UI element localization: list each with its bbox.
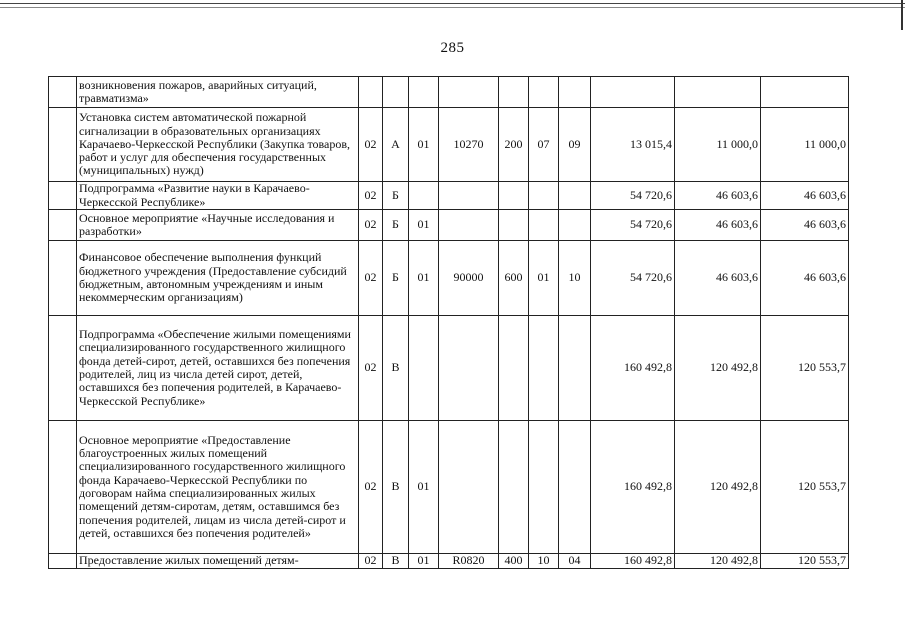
amount-year-1-cell: 160 492,8 bbox=[591, 554, 675, 569]
subsection-code-cell bbox=[559, 210, 591, 241]
event-code-cell bbox=[409, 316, 439, 421]
row-name-cell: Финансовое обеспечение выполнения функций бюджетного учреждения (Предоставление субсидий бюджетным, автономным учреждениям и иным некоммерческим организациям) bbox=[77, 241, 359, 316]
subprogram-code-cell: В bbox=[383, 554, 409, 569]
amount-year-2-cell: 46 603,6 bbox=[675, 241, 761, 316]
program-code-cell: 02 bbox=[359, 241, 383, 316]
subsection-code-cell bbox=[559, 77, 591, 108]
program-code-cell: 02 bbox=[359, 182, 383, 210]
amount-year-2-cell: 46 603,6 bbox=[675, 182, 761, 210]
amount-year-1-cell: 54 720,6 bbox=[591, 182, 675, 210]
amount-year-1-cell: 160 492,8 bbox=[591, 421, 675, 554]
direction-code-cell: 90000 bbox=[439, 241, 499, 316]
event-code-cell: 01 bbox=[409, 241, 439, 316]
section-code-cell bbox=[529, 316, 559, 421]
section-code-cell bbox=[529, 77, 559, 108]
row-name-cell: возникновения пожаров, аварийных ситуаций, травматизма» bbox=[77, 77, 359, 108]
amount-year-2-cell: 11 000,0 bbox=[675, 108, 761, 182]
amount-year-3-cell: 11 000,0 bbox=[761, 108, 849, 182]
subprogram-code-cell: Б bbox=[383, 210, 409, 241]
section-code-cell bbox=[529, 182, 559, 210]
table-row bbox=[49, 554, 849, 569]
amount-year-3-cell bbox=[761, 77, 849, 108]
table-row bbox=[49, 77, 849, 108]
row-number-cell bbox=[49, 77, 77, 108]
amount-year-2-cell: 120 492,8 bbox=[675, 554, 761, 569]
program-code-cell bbox=[359, 77, 383, 108]
subprogram-code-cell: В bbox=[383, 421, 409, 554]
expense-type-cell: 400 bbox=[499, 554, 529, 569]
amount-year-1-cell: 160 492,8 bbox=[591, 316, 675, 421]
amount-year-1-cell: 54 720,6 bbox=[591, 210, 675, 241]
direction-code-cell bbox=[439, 182, 499, 210]
expense-type-cell: 200 bbox=[499, 108, 529, 182]
amount-year-3-cell: 46 603,6 bbox=[761, 241, 849, 316]
event-code-cell: 01 bbox=[409, 554, 439, 569]
expense-type-cell bbox=[499, 77, 529, 108]
row-name-cell: Предоставление жилых помещений детям- bbox=[77, 554, 359, 569]
row-name-cell: Основное мероприятие «Предоставление благоустроенных жилых помещений специализированного государственного жилищного фонда Карачаево-Черкесской Республики по договорам найма специализированных жилых помещений детям-сиротам, детям, оставшимся без попечения родителей, лицам из числа детей-сирот и детей, оставшихся без попечения родителей» bbox=[77, 421, 359, 554]
amount-year-3-cell: 120 553,7 bbox=[761, 421, 849, 554]
program-code-cell: 02 bbox=[359, 554, 383, 569]
subsection-code-cell: 10 bbox=[559, 241, 591, 316]
right-edge-mark bbox=[901, 0, 903, 30]
amount-year-3-cell: 46 603,6 bbox=[761, 182, 849, 210]
expense-type-cell: 600 bbox=[499, 241, 529, 316]
table-row bbox=[49, 108, 849, 182]
direction-code-cell bbox=[439, 210, 499, 241]
subprogram-code-cell: В bbox=[383, 316, 409, 421]
top-border-line bbox=[0, 3, 905, 8]
table-row bbox=[49, 241, 849, 316]
amount-year-3-cell: 46 603,6 bbox=[761, 210, 849, 241]
row-number-cell bbox=[49, 241, 77, 316]
expense-type-cell bbox=[499, 210, 529, 241]
row-number-cell bbox=[49, 421, 77, 554]
amount-year-2-cell: 120 492,8 bbox=[675, 421, 761, 554]
table-row bbox=[49, 316, 849, 421]
subprogram-code-cell: Б bbox=[383, 182, 409, 210]
event-code-cell bbox=[409, 77, 439, 108]
amount-year-3-cell: 120 553,7 bbox=[761, 554, 849, 569]
row-number-cell bbox=[49, 108, 77, 182]
amount-year-2-cell: 120 492,8 bbox=[675, 316, 761, 421]
amount-year-1-cell bbox=[591, 77, 675, 108]
event-code-cell: 01 bbox=[409, 108, 439, 182]
program-code-cell: 02 bbox=[359, 210, 383, 241]
page-number: 285 bbox=[440, 40, 465, 56]
row-number-cell bbox=[49, 316, 77, 421]
direction-code-cell bbox=[439, 316, 499, 421]
budget-table bbox=[48, 76, 849, 569]
direction-code-cell: R0820 bbox=[439, 554, 499, 569]
event-code-cell: 01 bbox=[409, 210, 439, 241]
row-name-cell: Подпрограмма «Развитие науки в Карачаево-Черкесской Республике» bbox=[77, 182, 359, 210]
program-code-cell: 02 bbox=[359, 316, 383, 421]
amount-year-3-cell: 120 553,7 bbox=[761, 316, 849, 421]
amount-year-2-cell bbox=[675, 77, 761, 108]
subprogram-code-cell: Б bbox=[383, 241, 409, 316]
table-row bbox=[49, 182, 849, 210]
table-row bbox=[49, 421, 849, 554]
direction-code-cell bbox=[439, 421, 499, 554]
row-number-cell bbox=[49, 182, 77, 210]
section-code-cell bbox=[529, 210, 559, 241]
section-code-cell: 07 bbox=[529, 108, 559, 182]
event-code-cell bbox=[409, 182, 439, 210]
direction-code-cell bbox=[439, 77, 499, 108]
row-name-cell: Установка систем автоматической пожарной сигнализации в образовательных организациях Карачаево-Черкесской Республики (Закупка товаров, работ и услуг для обеспечения государственных (муниципальных) нужд) bbox=[77, 108, 359, 182]
row-name-cell: Подпрограмма «Обеспечение жилыми помещениями специализированного государственного жилищного фонда детей-сирот, детей, оставшихся без попечения родителей, лиц из числа детей сирот, детей, оставшихся без попечения родителей, в Карачаево-Черкесской Республике» bbox=[77, 316, 359, 421]
subsection-code-cell bbox=[559, 421, 591, 554]
program-code-cell: 02 bbox=[359, 421, 383, 554]
subsection-code-cell: 04 bbox=[559, 554, 591, 569]
expense-type-cell bbox=[499, 421, 529, 554]
amount-year-2-cell: 46 603,6 bbox=[675, 210, 761, 241]
section-code-cell: 01 bbox=[529, 241, 559, 316]
row-number-cell bbox=[49, 210, 77, 241]
program-code-cell: 02 bbox=[359, 108, 383, 182]
direction-code-cell: 10270 bbox=[439, 108, 499, 182]
subprogram-code-cell bbox=[383, 77, 409, 108]
amount-year-1-cell: 13 015,4 bbox=[591, 108, 675, 182]
subprogram-code-cell: А bbox=[383, 108, 409, 182]
subsection-code-cell bbox=[559, 316, 591, 421]
expense-type-cell bbox=[499, 182, 529, 210]
row-number-cell bbox=[49, 554, 77, 569]
event-code-cell: 01 bbox=[409, 421, 439, 554]
table-row bbox=[49, 210, 849, 241]
section-code-cell: 10 bbox=[529, 554, 559, 569]
row-name-cell: Основное мероприятие «Научные исследования и разработки» bbox=[77, 210, 359, 241]
section-code-cell bbox=[529, 421, 559, 554]
subsection-code-cell bbox=[559, 182, 591, 210]
expense-type-cell bbox=[499, 316, 529, 421]
amount-year-1-cell: 54 720,6 bbox=[591, 241, 675, 316]
subsection-code-cell: 09 bbox=[559, 108, 591, 182]
